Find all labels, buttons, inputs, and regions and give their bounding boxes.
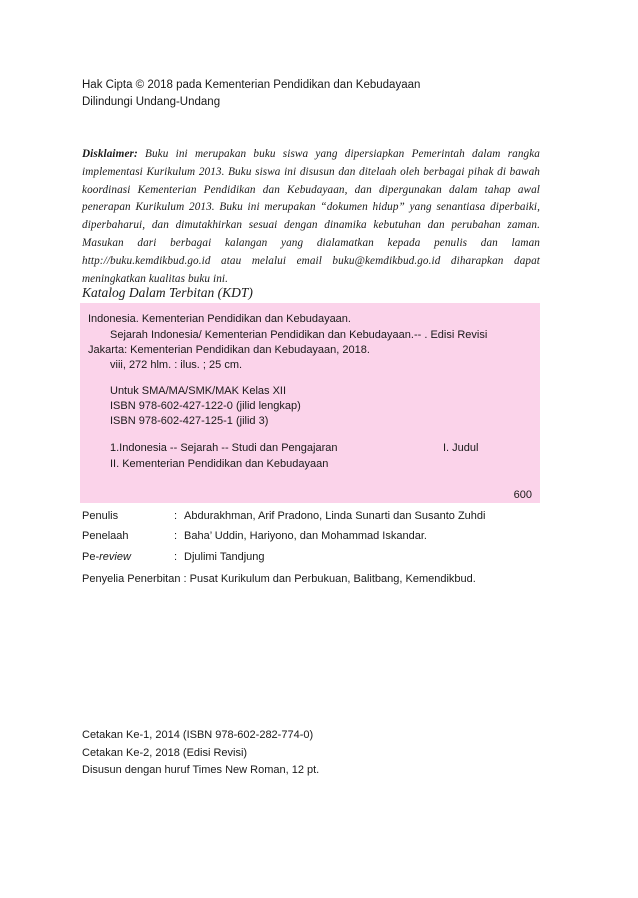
kdt-isbn-volume: ISBN 978-602-427-125-1 (jilid 3) <box>110 415 269 427</box>
copyright-line: Hak Cipta © 2018 pada Kementerian Pendidikan dan Kebudayaan <box>82 79 421 91</box>
credit-role <box>82 551 174 563</box>
credit-role: Penyelia Penerbitan <box>82 573 181 585</box>
credit-colon: : <box>180 573 190 585</box>
credit-role: Penelaah <box>82 530 129 542</box>
kdt-author-entry: Indonesia. Kementerian Pendidikan dan Kebudayaan. <box>88 313 351 325</box>
credit-row-penyelia <box>82 573 476 585</box>
kdt-publication: Jakarta: Kementerian Pendidikan dan Kebudayaan, 2018. <box>88 344 370 356</box>
kdt-physical: viii, 272 hlm. : ilus. ; 25 cm. <box>110 359 243 371</box>
credit-role: Penulis <box>82 510 119 522</box>
disclaimer-label: Disklaimer: <box>82 148 138 160</box>
kdt-subjects: 1.Indonesia -- Sejarah -- Studi dan Pengajaran <box>110 442 338 454</box>
kdt-title-entry: Sejarah Indonesia/ Kementerian Pendidikan dan Kebudayaan.-- . Edisi Revisi <box>110 329 488 341</box>
printing-line-3: Disusun dengan huruf Times New Roman, 12 pt. <box>82 764 320 776</box>
kdt-box <box>80 303 540 503</box>
credit-value: Djulimi Tandjung <box>184 551 265 563</box>
protection-line: Dilindungi Undang-Undang <box>82 96 221 108</box>
kdt-isbn-complete: ISBN 978-602-427-122-0 (jilid lengkap) <box>110 400 301 412</box>
kdt-audience: Untuk SMA/MA/SMK/MAK Kelas XII <box>110 385 287 397</box>
kdt-heading: Katalog Dalam Terbitan (KDT) <box>82 285 253 300</box>
credit-colon: : <box>174 551 178 563</box>
disclaimer-text: Buku ini merupakan buku siswa yang dipersiapkan Pemerintah dalam rangka implementasi Kurikulum 2013. Buku siswa ini disusun dan ditelaah oleh berbagai pihak di bawah koordinasi Kementerian Pendidikan dan Kebudayaan, dan dipergunakan dalam tahap awal penerapan Kurikulum 2013. Buku ini merupakan “dokumen hidup” yang senantiasa diperbaiki, diperbaharui, dan dimutakhirkan sesuai dengan dinamika kebutuhan dan perubahan zaman. Masukan dari berbagai kalangan yang dialamatkan kepada penulis dan laman http://buku.kemdikbud.go.id atau melalui email buku@kemdikbud.go.id diharapkan dapat meningkatkan kualitas buku ini. <box>82 148 540 285</box>
printing-history <box>82 727 552 780</box>
credit-role-prefix: Pe- <box>82 551 100 563</box>
credit-row-pereview <box>82 551 265 563</box>
copyright-notice <box>82 77 552 111</box>
credit-value: Baha’ Uddin, Hariyono, dan Mohammad Iskandar. <box>184 530 427 542</box>
printing-line-1: Cetakan Ke-1, 2014 (ISBN 978-602-282-774-0) <box>82 729 314 741</box>
kdt-added-entry: II. Kementerian Pendidikan dan Kebudayaan <box>110 458 329 470</box>
disclaimer-paragraph <box>82 146 540 288</box>
credit-value: Pusat Kurikulum dan Perbukuan, Balitbang, Kemendikbud. <box>189 573 476 585</box>
credit-colon: : <box>174 530 178 542</box>
kdt-class-code: 600 <box>513 489 532 501</box>
credit-role-italic: review <box>99 551 131 563</box>
credit-row-penulis <box>82 510 485 522</box>
printing-line-2: Cetakan Ke-2, 2018 (Edisi Revisi) <box>82 746 248 759</box>
credit-value: Abdurakhman, Arif Pradono, Linda Sunarti dan Susanto Zuhdi <box>184 510 486 522</box>
credit-row-penelaah <box>82 530 427 542</box>
kdt-judul: I. Judul <box>443 442 479 454</box>
credit-colon: : <box>174 510 178 522</box>
